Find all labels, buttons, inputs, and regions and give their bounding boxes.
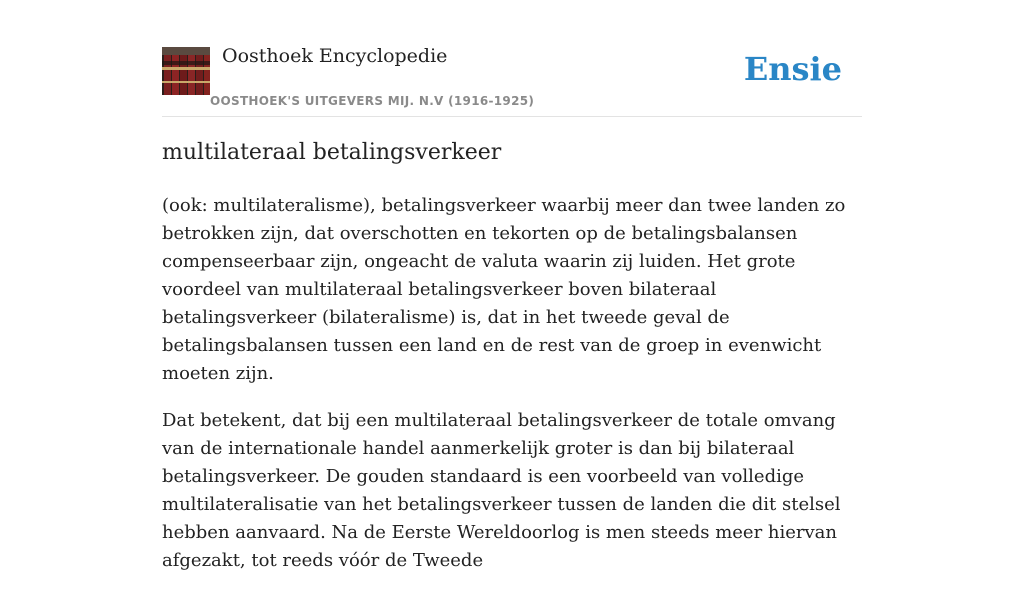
brand-logo[interactable]: Ensie	[743, 50, 842, 88]
paragraph: (ook: multilateralisme), betalingsverkeer waarbij meer dan twee landen zo betrokken zijn, dat overschotten en tekorten op de betalingsbalansen compenseerbaar zijn, ongeacht de valuta waarin zij luiden. Het grote voordeel van multilateraal betalingsverkeer boven bilateraal betalingsverkeer (bilateralisme) is, dat in het tweede geval de betalingsbalansen tussen een land en de rest van de groep in evenwicht moeten zijn.	[162, 195, 846, 384]
source-header	[162, 0, 862, 117]
source-avatar[interactable]	[162, 47, 210, 95]
paragraph: Dat betekent, dat bij een multilateraal betalingsverkeer de totale omvang van de internationale handel aanmerkelijk groter is dan bij bilateraal betalingsverkeer. De gouden standaard is een voorbeeld van volledige multilateralisatie van het betalingsverkeer tussen de landen die dit stelsel hebben aanvaard. Na de Eerste Wereldoorlog is men steeds meer hiervan afgezakt, tot reeds vóór de Tweede	[162, 410, 841, 571]
publisher-label: OOSTHOEK'S UITGEVERS MIJ. N.V (1916-1925)	[210, 94, 535, 108]
book-spines-icon	[162, 47, 210, 95]
page-title: multilateraal betalingsverkeer	[162, 140, 502, 165]
article-body	[162, 192, 866, 594]
source-name[interactable]: Oosthoek Encyclopedie	[222, 45, 448, 67]
